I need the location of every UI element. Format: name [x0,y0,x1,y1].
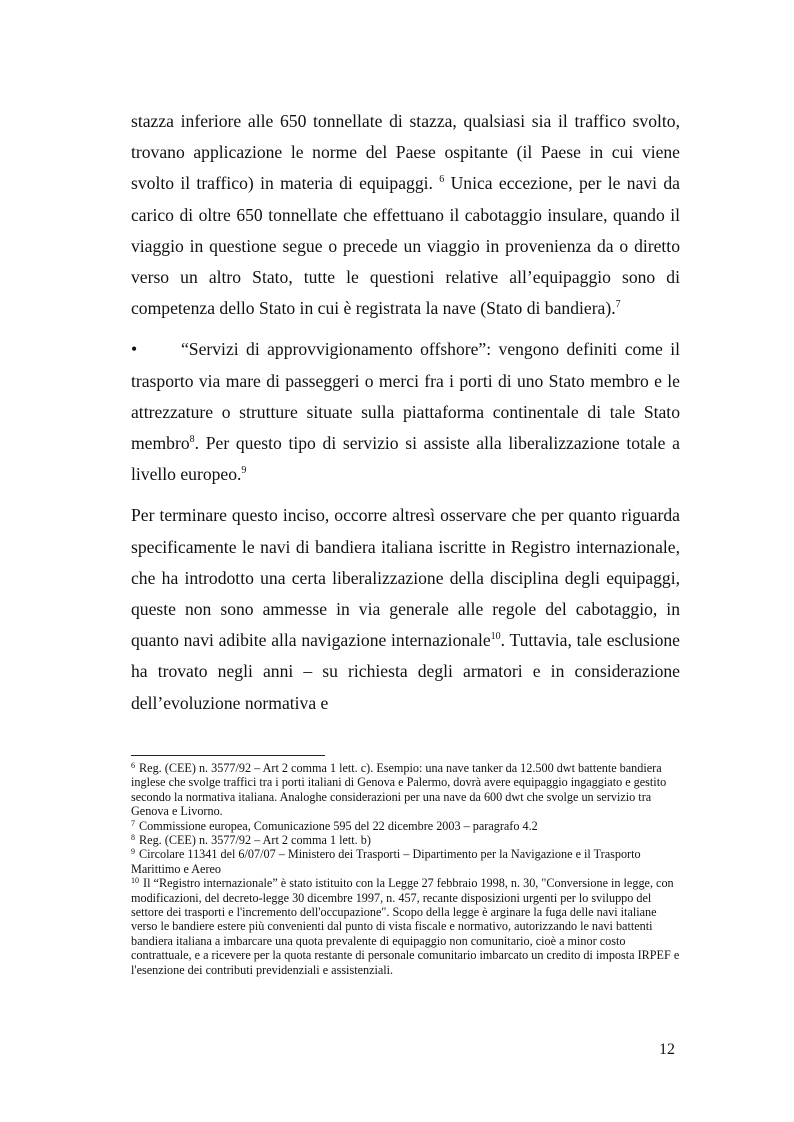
bullet-paragraph [131,334,680,490]
paragraph-3 [131,500,680,718]
footnote-text: Reg. (CEE) n. 3577/92 – Art 2 comma 1 lett. c). Esempio: una nave tanker da 12.500 dwt battente bandiera inglese che svolge traffici tra i porti italiani di Genova e Palermo, dovrà avere equipaggio ingaggiato e gestito secondo la normativa italiana. Analoghe considerazioni per una nave da 600 dwt che svolge un servizio tra Genova e Livorno. [131,761,667,819]
paragraph-1 [131,106,680,324]
footnote-text: Circolare 11341 del 6/07/07 – Ministero dei Trasporti – Dipartimento per la Navigazione e il Trasporto Marittimo e Aereo [131,847,641,876]
paragraph-3-text-cont: . Tuttavia, tale esclusione ha trovato negli anni – su richiesta degli armatori e in considerazione dell’evoluzione normativa e [131,630,680,713]
footnote-number: 10 [131,876,139,886]
footnote-number: 7 [131,818,135,828]
footnote-separator [131,755,325,756]
paragraph-1-text-cont: Unica eccezione, per le navi da carico di oltre 650 tonnellate che effettuano il cabotaggio insulare, quando il viaggio in questione segue o precede un viaggio in provenienza da o diretto verso un altro Stato, tutte le questioni relative all’equipaggio sono di competenza dello Stato in cui è registrata la nave (Stato di bandiera). [131,173,680,319]
bullet-paragraph-text-cont: . Per questo tipo di servizio si assiste alla liberalizzazione totale a livello europeo. [131,433,680,485]
page-number: 12 [659,1041,675,1058]
footnote-text: Reg. (CEE) n. 3577/92 – Art 2 comma 1 lett. b) [139,833,371,848]
bullet-paragraph-text: “Servizi di approvvigionamento offshore”: vengono definiti come il trasporto via mare di passeggeri o merci fra i porti di uno Stato membro e le attrezzature o strutture situate sulla piattaforma continentale di tale Stato membro [131,339,680,454]
footnote-ref-8: 8 [189,434,195,446]
footnote-ref-10: 10 [490,631,501,643]
footnote-number: 9 [131,847,135,857]
footnote-ref-6: 6 [439,174,445,186]
paragraph-1-text: stazza inferiore alle 650 tonnellate di stazza, qualsiasi sia il traffico svolto, trovano applicazione le norme del Paese ospitante (il Paese in cui viene svolto il traffico) in materia di equipaggi. [131,111,680,194]
footnote-ref-7: 7 [615,299,621,311]
body-text [131,106,680,729]
footnote-ref-9: 9 [241,465,247,477]
paragraph-3-text: Per terminare questo inciso, occorre altresì osservare che per quanto riguarda specificamente le navi di bandiera italiana iscritte in Registro internazionale, che ha introdotto una certa liberalizzazione della disciplina degli equipaggi, queste non sono ammesse in via generale alle regole del cabotaggio, in quanto navi adibite alla navigazione internazionale [131,505,680,651]
footnote-9 [131,847,680,876]
bullet-icon: • [131,339,138,360]
footnote-7 [131,819,680,833]
footnote-number: 6 [131,761,135,770]
footnotes [131,761,680,977]
footnote-6 [131,761,680,819]
footnote-number: 8 [131,833,135,843]
footnote-8 [131,833,680,847]
footnote-text: Commissione europea, Comunicazione 595 del 22 dicembre 2003 – paragrafo 4.2 [139,818,538,833]
footnote-text: Il “Registro internazionale” è stato istituito con la Legge 27 febbraio 1998, n. 30, "Conversione in legge, con modificazioni, del decreto-legge 30 dicembre 1997, n. 457, recante disposizioni urgenti per lo sviluppo del settore dei trasporti e l'incremento dell'occupazione". Scopo della legge è arginare la fuga delle navi italiane verso le bandiere estere più convenienti dal punto di vista fiscale e normativo, autorizzando le navi battenti bandiera italiana a imbarcare una quota prevalente di equipaggio non comunitario, cioè a minor costo contrattuale, e a ricevere per la quota restante di personale comunitario imbarcato un credito di imposta IRPEF e l'esenzione dei contributi previdenziali e assistenziali. [131,876,680,977]
footnote-10 [131,876,680,977]
